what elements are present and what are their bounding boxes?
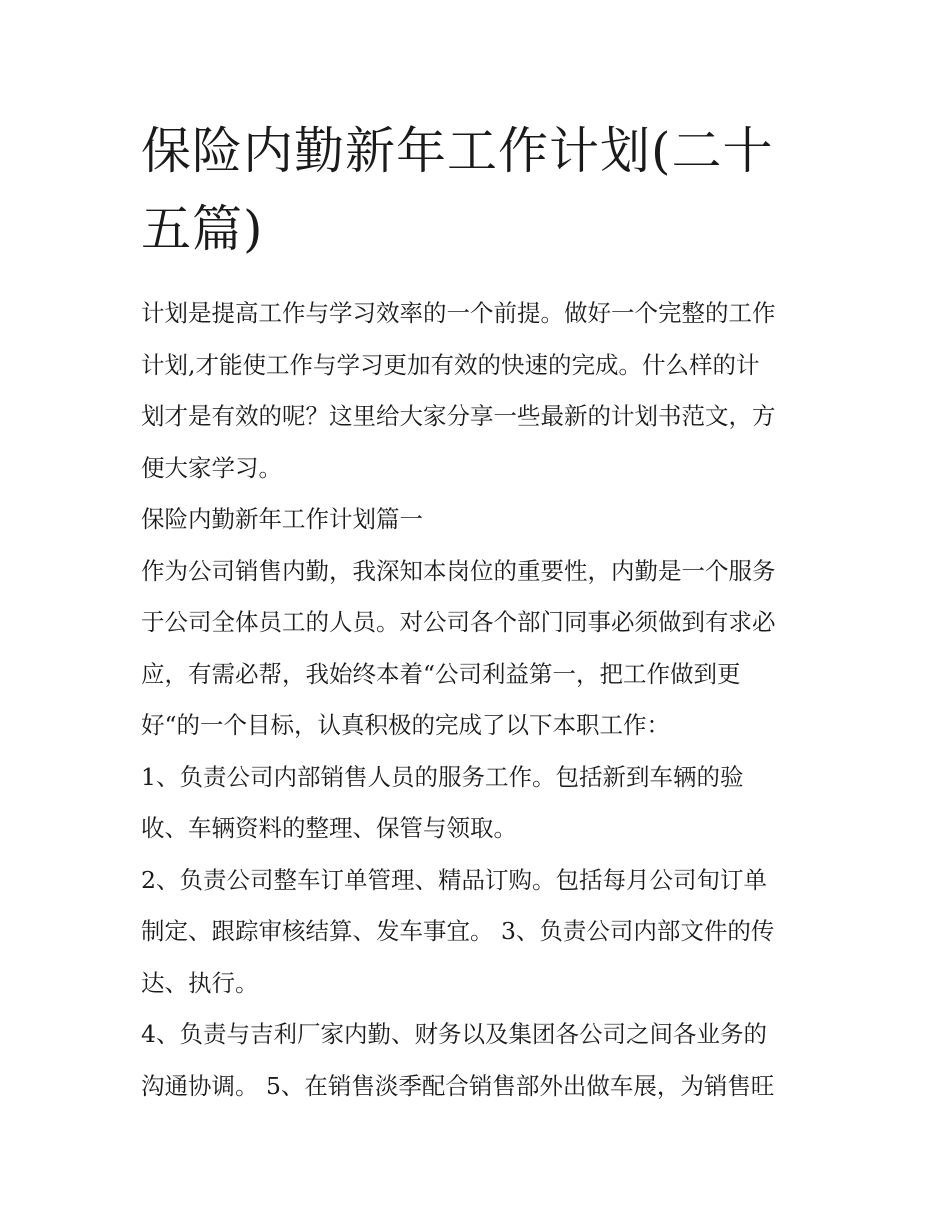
text-line: 于公司全体员工的人员。对公司各个部门同事必须做到有求必 [141,608,776,636]
text-line: 沟通协调。 5、在销售淡季配合销售部外出做车展，为销售旺 [141,1071,775,1100]
list-item-1 [141,752,813,855]
text-line: 计划是提高工作与学习效率的一个前提。做好一个完整的工作 [141,299,776,327]
text-line: 达、执行。 [141,968,259,997]
list-item-2 [141,855,813,1010]
intro-paragraph [141,288,813,494]
body-paragraph [141,546,813,752]
text-line: 便大家学习。 [141,453,282,482]
text-line: 划才是有效的呢？这里给大家分享一些最新的计划书范文，方 [141,402,776,430]
document-page [141,112,813,1112]
text-line: 1、负责公司内部销售人员的服务工作。包括新到车辆的验 [141,762,744,791]
list-item-4 [141,1009,813,1112]
section-heading [141,494,813,546]
document-title: 保险内勤新年工作计划(二十五篇) [141,122,774,258]
text-line: 制定、跟踪审核结算、发车事宜。 3、负责公司内部文件的传 [141,917,775,945]
text-line: 好“的一个目标，认真积极的完成了以下本职工作： [141,711,671,739]
document-body [141,288,813,1112]
text-line: 收、车辆资料的整理、保管与领取。 [141,814,517,842]
text-line: 应，有需必帮，我始终本着“公司利益第一，把工作做到更 [141,659,741,688]
text-line: 2、负责公司整车订单管理、精品订购。包括每月公司旬订单 [141,865,767,894]
text-line: 4、负责与吉利厂家内勤、财务以及集团各公司之间各业务的 [141,1020,767,1048]
text-line: 计划,才能使工作与学习更加有效的快速的完成。什么样的计 [141,350,760,379]
text-line: 作为公司销售内勤，我深知本岗位的重要性，内勤是一个服务 [141,556,776,585]
text-line: 保险内勤新年工作计划篇一 [141,505,423,533]
